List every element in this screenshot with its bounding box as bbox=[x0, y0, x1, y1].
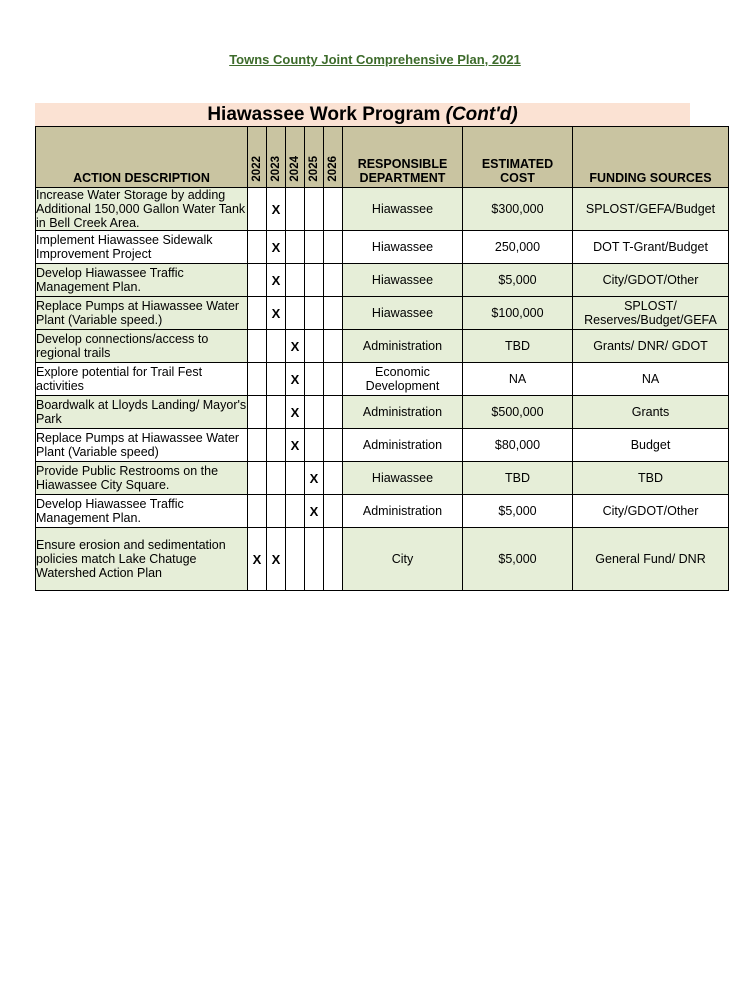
responsible-department: Administration bbox=[343, 330, 463, 363]
action-description: Ensure erosion and sedimentation policies match Lake Chatuge Watershed Action Plan bbox=[36, 528, 248, 591]
year-mark bbox=[305, 363, 324, 396]
responsible-department: Hiawassee bbox=[343, 231, 463, 264]
year-mark: X bbox=[286, 396, 305, 429]
table-title bbox=[35, 103, 690, 126]
year-mark bbox=[248, 396, 267, 429]
estimated-cost: $5,000 bbox=[463, 495, 573, 528]
responsible-department: Hiawassee bbox=[343, 297, 463, 330]
year-mark bbox=[248, 231, 267, 264]
year-mark bbox=[286, 528, 305, 591]
column-header-year-2026: 2026 bbox=[324, 127, 343, 188]
year-mark: X bbox=[305, 495, 324, 528]
column-header-cost: ESTIMATED COST bbox=[463, 127, 573, 188]
year-mark bbox=[286, 231, 305, 264]
year-mark bbox=[248, 495, 267, 528]
action-description: Replace Pumps at Hiawassee Water Plant (Variable speed) bbox=[36, 429, 248, 462]
year-mark: X bbox=[286, 429, 305, 462]
year-mark bbox=[248, 363, 267, 396]
year-mark bbox=[324, 231, 343, 264]
responsible-department: City bbox=[343, 528, 463, 591]
funding-sources: Budget bbox=[573, 429, 729, 462]
responsible-department: Economic Development bbox=[343, 363, 463, 396]
year-mark: X bbox=[286, 363, 305, 396]
responsible-department: Hiawassee bbox=[343, 462, 463, 495]
year-mark: X bbox=[248, 528, 267, 591]
table-row bbox=[36, 188, 729, 231]
action-description: Provide Public Restrooms on the Hiawassee City Square. bbox=[36, 462, 248, 495]
table-row bbox=[36, 528, 729, 591]
funding-sources: TBD bbox=[573, 462, 729, 495]
year-mark bbox=[305, 528, 324, 591]
funding-sources: General Fund/ DNR bbox=[573, 528, 729, 591]
funding-sources: Grants/ DNR/ GDOT bbox=[573, 330, 729, 363]
year-mark bbox=[305, 297, 324, 330]
year-mark bbox=[286, 297, 305, 330]
estimated-cost: $500,000 bbox=[463, 396, 573, 429]
year-mark bbox=[248, 330, 267, 363]
table-row bbox=[36, 231, 729, 264]
table-row bbox=[36, 396, 729, 429]
responsible-department: Administration bbox=[343, 429, 463, 462]
funding-sources: SPLOST/ Reserves/Budget/GEFA bbox=[573, 297, 729, 330]
year-mark bbox=[286, 188, 305, 231]
year-mark: X bbox=[305, 462, 324, 495]
estimated-cost: $80,000 bbox=[463, 429, 573, 462]
table-header-row bbox=[36, 127, 729, 188]
year-mark bbox=[324, 264, 343, 297]
year-mark bbox=[305, 231, 324, 264]
table-row bbox=[36, 429, 729, 462]
year-mark bbox=[305, 396, 324, 429]
estimated-cost: NA bbox=[463, 363, 573, 396]
action-description: Replace Pumps at Hiawassee Water Plant (Variable speed.) bbox=[36, 297, 248, 330]
year-mark bbox=[267, 330, 286, 363]
year-mark bbox=[324, 429, 343, 462]
year-mark bbox=[267, 429, 286, 462]
funding-sources: DOT T-Grant/Budget bbox=[573, 231, 729, 264]
column-header-action: ACTION DESCRIPTION bbox=[36, 127, 248, 188]
year-mark bbox=[267, 363, 286, 396]
year-mark: X bbox=[267, 528, 286, 591]
estimated-cost: 250,000 bbox=[463, 231, 573, 264]
responsible-department: Hiawassee bbox=[343, 264, 463, 297]
action-description: Implement Hiawassee Sidewalk Improvement Project bbox=[36, 231, 248, 264]
funding-sources: NA bbox=[573, 363, 729, 396]
responsible-department: Hiawassee bbox=[343, 188, 463, 231]
year-mark bbox=[248, 297, 267, 330]
action-description: Boardwalk at Lloyds Landing/ Mayor's Park bbox=[36, 396, 248, 429]
table-row bbox=[36, 297, 729, 330]
funding-sources: City/GDOT/Other bbox=[573, 495, 729, 528]
estimated-cost: $5,000 bbox=[463, 264, 573, 297]
table-row bbox=[36, 330, 729, 363]
year-mark: X bbox=[286, 330, 305, 363]
estimated-cost: $5,000 bbox=[463, 528, 573, 591]
column-header-funding: FUNDING SOURCES bbox=[573, 127, 729, 188]
estimated-cost: $300,000 bbox=[463, 188, 573, 231]
year-mark bbox=[248, 188, 267, 231]
year-mark bbox=[248, 462, 267, 495]
work-program-table bbox=[35, 126, 729, 591]
column-header-year-2022: 2022 bbox=[248, 127, 267, 188]
table-row bbox=[36, 462, 729, 495]
funding-sources: SPLOST/GEFA/Budget bbox=[573, 188, 729, 231]
action-description: Increase Water Storage by adding Additional 150,000 Gallon Water Tank in Bell Creek Area. bbox=[36, 188, 248, 231]
year-mark bbox=[267, 396, 286, 429]
table-row bbox=[36, 264, 729, 297]
year-mark bbox=[324, 188, 343, 231]
year-mark bbox=[286, 264, 305, 297]
table-title-main: Hiawassee Work Program bbox=[207, 104, 441, 125]
responsible-department: Administration bbox=[343, 396, 463, 429]
action-description: Develop Hiawassee Traffic Management Plan. bbox=[36, 495, 248, 528]
year-mark bbox=[305, 429, 324, 462]
estimated-cost: TBD bbox=[463, 462, 573, 495]
year-mark bbox=[305, 264, 324, 297]
table-title-suffix: (Cont'd) bbox=[445, 104, 518, 125]
column-header-dept: RESPONSIBLE DEPARTMENT bbox=[343, 127, 463, 188]
estimated-cost: $100,000 bbox=[463, 297, 573, 330]
year-mark: X bbox=[267, 264, 286, 297]
action-description: Explore potential for Trail Fest activities bbox=[36, 363, 248, 396]
column-header-year-2023: 2023 bbox=[267, 127, 286, 188]
action-description: Develop Hiawassee Traffic Management Plan. bbox=[36, 264, 248, 297]
table-row bbox=[36, 495, 729, 528]
year-mark bbox=[267, 462, 286, 495]
funding-sources: City/GDOT/Other bbox=[573, 264, 729, 297]
document-header: Towns County Joint Comprehensive Plan, 2021 bbox=[229, 52, 521, 67]
column-header-year-2024: 2024 bbox=[286, 127, 305, 188]
year-mark bbox=[286, 462, 305, 495]
year-mark: X bbox=[267, 297, 286, 330]
year-mark bbox=[324, 297, 343, 330]
table-row bbox=[36, 363, 729, 396]
year-mark bbox=[286, 495, 305, 528]
year-mark: X bbox=[267, 231, 286, 264]
year-mark bbox=[324, 330, 343, 363]
estimated-cost: TBD bbox=[463, 330, 573, 363]
year-mark bbox=[324, 363, 343, 396]
responsible-department: Administration bbox=[343, 495, 463, 528]
funding-sources: Grants bbox=[573, 396, 729, 429]
action-description: Develop connections/access to regional trails bbox=[36, 330, 248, 363]
column-header-year-2025: 2025 bbox=[305, 127, 324, 188]
year-mark bbox=[248, 264, 267, 297]
year-mark bbox=[305, 330, 324, 363]
year-mark bbox=[324, 462, 343, 495]
year-mark bbox=[305, 188, 324, 231]
year-mark bbox=[248, 429, 267, 462]
year-mark: X bbox=[267, 188, 286, 231]
year-mark bbox=[324, 528, 343, 591]
year-mark bbox=[324, 495, 343, 528]
year-mark bbox=[324, 396, 343, 429]
year-mark bbox=[267, 495, 286, 528]
